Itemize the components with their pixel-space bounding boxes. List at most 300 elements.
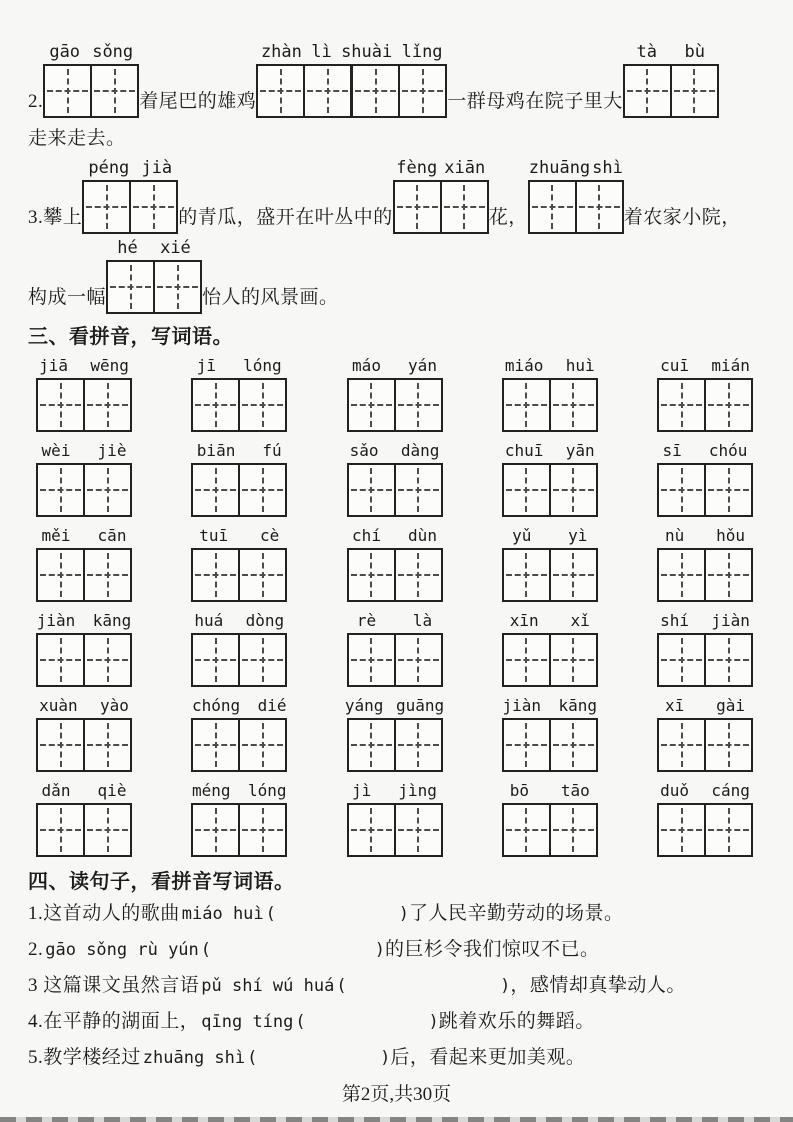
writing-grid — [36, 548, 132, 602]
pinyin-word-item — [36, 356, 132, 432]
pinyin-syllable: lǐng — [401, 42, 443, 62]
tianzige-cell — [83, 635, 130, 685]
pinyin-syllable: xǐ — [570, 611, 590, 630]
pinyin-word-item — [657, 441, 753, 517]
pinyin-label — [339, 356, 451, 376]
pinyin-syllable: guāng — [395, 696, 445, 715]
writing-grid — [191, 378, 287, 432]
tianzige-cell — [575, 182, 622, 232]
sentence — [28, 903, 765, 925]
pinyin-label — [494, 781, 606, 801]
writing-grid — [347, 718, 443, 772]
tianzige-cell — [659, 380, 704, 430]
writing-grid — [657, 633, 753, 687]
pinyin-syllable: xīn — [509, 611, 539, 630]
tianzige-cell — [238, 550, 285, 600]
pinyin-syllable: cáng — [711, 781, 750, 800]
tianzige-cell — [349, 550, 394, 600]
pinyin-label — [339, 696, 451, 716]
pinyin-syllable: mián — [711, 356, 750, 375]
pinyin-word-item — [191, 781, 287, 857]
pinyin-word-item — [347, 526, 443, 602]
pinyin-syllable: lóng — [247, 781, 287, 800]
writing-grid — [502, 463, 598, 517]
pinyin-syllable: péng — [88, 158, 130, 178]
pinyin-syllable: huì — [565, 356, 595, 375]
pinyin-syllable: tà — [636, 42, 658, 62]
writing-grid — [82, 180, 178, 234]
tianzige-cell — [153, 262, 200, 312]
sentence — [28, 939, 765, 961]
pinyin-syllable: shí — [660, 611, 690, 630]
pinyin-label — [183, 356, 295, 376]
tianzige-cell — [549, 380, 596, 430]
pinyin-syllable: xuàn — [39, 696, 78, 715]
tianzige-cell — [504, 635, 549, 685]
pinyin-word-item — [36, 611, 132, 687]
sentence-prefix: 1.这首动人的歌曲 — [28, 903, 180, 924]
pinyin-word-item — [502, 611, 598, 687]
writing-grid — [36, 463, 132, 517]
tianzige-cell — [193, 465, 238, 515]
sentence — [28, 975, 765, 997]
pinyin-syllable: fú — [262, 441, 282, 460]
exercise-3-line-1 — [28, 158, 765, 234]
writing-grid — [191, 548, 287, 602]
pinyin-word-item — [347, 441, 443, 517]
tianzige-cell — [440, 182, 487, 232]
pinyin-word-item — [347, 781, 443, 857]
tianzige-cell — [549, 465, 596, 515]
pinyin-syllable: cān — [97, 526, 127, 545]
writing-grid — [347, 548, 443, 602]
writing-grid — [256, 64, 447, 118]
tianzige-cell — [90, 66, 137, 116]
page-footer: 第2页,共30页 — [341, 1084, 452, 1105]
pinyin-word-item — [191, 441, 287, 517]
pinyin-word-item — [502, 441, 598, 517]
pinyin-word-item — [344, 696, 445, 772]
pinyin-label — [183, 441, 295, 461]
writing-grid — [502, 718, 598, 772]
tianzige-cell — [349, 720, 394, 770]
pinyin-word-item — [657, 611, 753, 687]
pinyin-syllable: hé — [117, 238, 138, 258]
tianzige-cell — [659, 465, 704, 515]
tianzige-cell — [38, 805, 83, 855]
writing-grid — [657, 718, 753, 772]
tianzige-cell — [395, 182, 440, 232]
pinyin-syllable: lì — [311, 42, 332, 62]
tianzige-cell — [38, 380, 83, 430]
tianzige-cell — [394, 465, 441, 515]
sentence-pinyin: miáo huì — [181, 904, 264, 924]
sentence-suffix: 的巨杉令我们惊叹不已。 — [385, 939, 600, 960]
tianzige-cell — [83, 720, 130, 770]
sentence-prefix: 5.教学楼经过 — [28, 1047, 141, 1068]
writing-grid — [502, 803, 598, 857]
sentence-fragment: 怡人的风景画。 — [202, 287, 339, 308]
sentence-suffix: 跳着欢乐的舞蹈。 — [438, 1011, 595, 1032]
sentence-pinyin: qīng tíng — [201, 1012, 294, 1032]
tianzige-cell — [349, 635, 394, 685]
pinyin-word-item — [502, 696, 598, 772]
pinyin-syllable: hǒu — [716, 526, 746, 545]
pinyin-label — [106, 238, 202, 258]
tianzige-cell — [504, 465, 549, 515]
pinyin-syllable: dié — [257, 696, 287, 715]
pinyin-word-item — [657, 356, 753, 432]
pinyin-label — [649, 781, 761, 801]
sentence-fragment: 构成一幅 — [28, 287, 107, 308]
pinyin-syllable: jiàn — [36, 611, 76, 630]
pinyin-syllable: kāng — [558, 696, 598, 715]
sentence-prefix: 4.在平静的湖面上， — [28, 1011, 200, 1032]
sentence-fragment: 着农家小院， — [623, 207, 741, 228]
tianzige-cell — [38, 550, 83, 600]
pinyin-syllable: wèi — [41, 441, 71, 460]
tianzige-cell — [659, 720, 704, 770]
pinyin-syllable: xiān — [444, 158, 486, 178]
tianzige-cell — [659, 635, 704, 685]
writing-grid — [347, 378, 443, 432]
sentence-fragment: 的青瓜，盛开在叶丛中的 — [178, 207, 393, 228]
pinyin-syllable: shì — [592, 158, 623, 178]
sentence-prefix: 2. — [28, 939, 44, 960]
pinyin-syllable: yǔ — [512, 526, 532, 545]
tianzige-cell — [625, 66, 670, 116]
pinyin-label — [494, 611, 606, 631]
pinyin-syllable: nù — [664, 526, 685, 545]
pinyin-word-item — [191, 611, 287, 687]
tianzige-cell — [83, 380, 130, 430]
pinyin-syllable: dàng — [400, 441, 440, 460]
exercise-2-line — [28, 42, 765, 118]
sentence-list — [28, 903, 765, 1069]
writing-grid — [36, 633, 132, 687]
sentence-pinyin: pǔ shí wú huá — [201, 976, 335, 996]
tianzige-cell — [549, 550, 596, 600]
pinyin-syllable: cè — [260, 526, 280, 545]
tianzige-cell — [659, 805, 704, 855]
pinyin-syllable: kāng — [92, 611, 132, 630]
pinyin-syllable: qiè — [97, 781, 127, 800]
section-3-title: 三、看拼音，写词语。 — [28, 326, 233, 348]
item-number: 2. — [28, 91, 44, 112]
tianzige-cell — [549, 805, 596, 855]
writing-grid — [657, 803, 753, 857]
tianzige-cell — [394, 550, 441, 600]
answer-blank: ( ) — [265, 904, 409, 924]
tianzige-cell — [258, 66, 303, 116]
writing-grid — [623, 64, 719, 118]
pinyin-label — [339, 611, 451, 631]
pinyin-syllable: huá — [194, 611, 224, 630]
pinyin-label — [28, 781, 140, 801]
pinyin-syllable: měi — [41, 526, 71, 545]
pinyin-syllable: jìng — [398, 781, 437, 800]
writing-grid — [657, 463, 753, 517]
sentence-pinyin: zhuāng shì — [142, 1048, 246, 1068]
sentence-pinyin: gāo sǒng rù yún — [45, 940, 199, 960]
pinyin-label — [649, 356, 761, 376]
tianzige-cell — [349, 465, 394, 515]
writing-grid — [657, 548, 753, 602]
pinyin-label — [256, 42, 447, 62]
tianzige-cell — [108, 262, 153, 312]
pinyin-syllable: jì — [352, 781, 372, 800]
tianzige-cell — [193, 720, 238, 770]
writing-grid — [191, 633, 287, 687]
pinyin-syllable: biān — [196, 441, 236, 460]
pinyin-syllable: là — [412, 611, 433, 630]
pinyin-writing-box — [256, 42, 447, 118]
tianzige-cell — [394, 805, 441, 855]
tianzige-cell — [504, 720, 549, 770]
pinyin-label — [528, 158, 624, 178]
pinyin-writing-box — [623, 42, 719, 118]
pinyin-syllable: yán — [408, 356, 437, 375]
pinyin-writing-box — [43, 42, 139, 118]
writing-grid — [347, 463, 443, 517]
pinyin-writing-box — [393, 158, 489, 234]
writing-grid — [36, 718, 132, 772]
tianzige-cell — [83, 805, 130, 855]
tianzige-cell — [394, 720, 441, 770]
pinyin-syllable: gài — [716, 696, 746, 715]
pinyin-syllable: zhàn — [260, 42, 302, 62]
pinyin-word-item — [657, 526, 753, 602]
pinyin-word-item — [36, 441, 132, 517]
pinyin-label — [82, 158, 178, 178]
tianzige-cell — [549, 720, 596, 770]
tianzige-cell — [704, 465, 751, 515]
sentence-suffix: 后，看起来更加美观。 — [390, 1047, 586, 1068]
pinyin-label — [494, 696, 606, 716]
pinyin-label — [649, 526, 761, 546]
tianzige-cell — [504, 550, 549, 600]
pinyin-syllable: jiā — [39, 356, 69, 375]
pinyin-syllable: chuī — [504, 441, 544, 460]
answer-blank: ( ) — [336, 976, 511, 996]
tianzige-cell — [659, 550, 704, 600]
pinyin-label — [339, 526, 451, 546]
pinyin-label — [28, 526, 140, 546]
sentence-prefix: 3 这篇课文虽然言语 — [28, 975, 200, 996]
pinyin-syllable: tāo — [560, 781, 590, 800]
pinyin-label — [649, 611, 761, 631]
writing-grid — [347, 633, 443, 687]
tianzige-cell — [193, 805, 238, 855]
pinyin-label — [183, 696, 295, 716]
tianzige-cell — [38, 465, 83, 515]
writing-grid — [191, 463, 287, 517]
pinyin-label — [393, 158, 489, 178]
tianzige-cell — [38, 720, 83, 770]
pinyin-syllable: zhuāng — [528, 158, 591, 178]
pinyin-word-item — [347, 356, 443, 432]
section-4-title: 四、读句子，看拼音写词语。 — [28, 871, 295, 893]
writing-grid — [43, 64, 139, 118]
pinyin-syllable: cuī — [660, 356, 690, 375]
pinyin-syllable: chóng — [191, 696, 241, 715]
pinyin-word-item — [36, 781, 132, 857]
tianzige-cell — [238, 720, 285, 770]
pinyin-word-item — [347, 611, 443, 687]
pinyin-label — [623, 42, 719, 62]
pinyin-syllable: xī — [664, 696, 685, 715]
pinyin-syllable: dǎn — [41, 781, 71, 800]
pinyin-word-item — [191, 356, 287, 432]
pinyin-label — [649, 696, 761, 716]
tianzige-cell — [45, 66, 90, 116]
pinyin-label — [28, 696, 140, 716]
pinyin-word-item — [502, 526, 598, 602]
pinyin-writing-box — [528, 158, 624, 234]
tianzige-cell — [238, 805, 285, 855]
pinyin-syllable: bù — [684, 42, 706, 62]
pinyin-syllable: jiè — [97, 441, 127, 460]
tianzige-cell — [398, 66, 445, 116]
pinyin-syllable: shuài — [341, 42, 393, 62]
pinyin-label — [183, 526, 295, 546]
writing-grid — [191, 803, 287, 857]
tianzige-cell — [349, 380, 394, 430]
tianzige-cell — [704, 550, 751, 600]
pinyin-syllable: duǒ — [660, 781, 690, 800]
writing-grid — [36, 378, 132, 432]
tianzige-cell — [350, 66, 398, 116]
pinyin-syllable: yào — [99, 696, 129, 715]
tianzige-cell — [83, 550, 130, 600]
pinyin-syllable: dòng — [245, 611, 285, 630]
sentence-fragment: 一群母鸡在院子里大 — [447, 91, 623, 112]
writing-grid — [36, 803, 132, 857]
writing-grid — [502, 378, 598, 432]
pinyin-syllable: xié — [160, 238, 191, 258]
tianzige-cell — [84, 182, 129, 232]
pinyin-word-item — [502, 781, 598, 857]
pinyin-syllable: sī — [662, 441, 682, 460]
tianzige-cell — [38, 635, 83, 685]
sentence-fragment: 着尾巴的雄鸡 — [139, 91, 257, 112]
pinyin-syllable: jī — [196, 356, 217, 375]
tianzige-cell — [193, 550, 238, 600]
tianzige-cell — [394, 635, 441, 685]
writing-grid — [191, 718, 287, 772]
answer-blank: ( ) — [247, 1048, 391, 1068]
scan-edge-band — [0, 1117, 793, 1122]
pinyin-label — [494, 441, 606, 461]
sentence-suffix: 了人民辛勤劳动的场景。 — [408, 903, 624, 924]
pinyin-label — [183, 781, 295, 801]
pinyin-syllable: fèng — [396, 158, 438, 178]
pinyin-word-item — [36, 696, 132, 772]
writing-grid — [106, 260, 202, 314]
tianzige-cell — [303, 66, 350, 116]
tianzige-cell — [83, 465, 130, 515]
tianzige-cell — [704, 805, 751, 855]
pinyin-syllable: méng — [191, 781, 231, 800]
tianzige-cell — [238, 635, 285, 685]
sentence-fragment: 走来走去。 — [28, 128, 126, 149]
pinyin-syllable: wēng — [90, 356, 129, 375]
tianzige-cell — [349, 805, 394, 855]
tianzige-cell — [238, 465, 285, 515]
pinyin-label — [494, 356, 606, 376]
tianzige-cell — [193, 635, 238, 685]
pinyin-word-item — [36, 526, 132, 602]
pinyin-label — [183, 611, 295, 631]
pinyin-syllable: chí — [352, 526, 381, 545]
pinyin-label — [339, 441, 451, 461]
pinyin-syllable: jià — [141, 158, 173, 178]
pinyin-syllable: yān — [565, 441, 595, 460]
pinyin-writing-box — [82, 158, 178, 234]
pinyin-label — [28, 441, 140, 461]
answer-blank: ( ) — [200, 940, 386, 960]
pinyin-label — [339, 781, 451, 801]
pinyin-syllable: yáng — [344, 696, 384, 715]
pinyin-syllable: sǎo — [349, 441, 379, 460]
pinyin-word-grid — [36, 356, 753, 857]
sentence-suffix: ，感情却真挚动人。 — [510, 975, 686, 996]
pinyin-syllable: tuī — [199, 526, 229, 545]
writing-grid — [347, 803, 443, 857]
tianzige-cell — [238, 380, 285, 430]
tianzige-cell — [704, 635, 751, 685]
pinyin-word-item — [502, 356, 598, 432]
pinyin-syllable: bō — [509, 781, 529, 800]
tianzige-cell — [193, 380, 238, 430]
tianzige-cell — [394, 380, 441, 430]
pinyin-label — [43, 42, 139, 62]
pinyin-word-item — [191, 696, 287, 772]
pinyin-writing-box — [106, 238, 202, 314]
exercise-3-line-2 — [28, 238, 765, 314]
writing-grid — [657, 378, 753, 432]
pinyin-syllable: gāo — [49, 42, 81, 62]
tianzige-cell — [504, 805, 549, 855]
tianzige-cell — [549, 635, 596, 685]
pinyin-syllable: máo — [352, 356, 381, 375]
tianzige-cell — [530, 182, 575, 232]
pinyin-syllable: rè — [356, 611, 377, 630]
pinyin-word-item — [191, 526, 287, 602]
sentence-fragment: 花， — [488, 207, 528, 228]
pinyin-syllable: miáo — [504, 356, 544, 375]
sentence — [28, 1047, 765, 1069]
sentence — [28, 1011, 765, 1033]
pinyin-syllable: sǒng — [92, 42, 134, 62]
pinyin-syllable: lóng — [243, 356, 282, 375]
tianzige-cell — [129, 182, 176, 232]
tianzige-cell — [504, 380, 549, 430]
pinyin-syllable: jiàn — [502, 696, 542, 715]
answer-blank: ( ) — [295, 1012, 439, 1032]
writing-grid — [502, 548, 598, 602]
pinyin-word-item — [657, 781, 753, 857]
tianzige-cell — [670, 66, 717, 116]
pinyin-label — [28, 356, 140, 376]
pinyin-syllable: dùn — [408, 526, 437, 545]
pinyin-label — [649, 441, 761, 461]
pinyin-label — [28, 611, 140, 631]
tianzige-cell — [704, 380, 751, 430]
sentence-fragment: 3.攀上 — [28, 207, 83, 228]
pinyin-word-item — [657, 696, 753, 772]
writing-grid — [528, 180, 624, 234]
